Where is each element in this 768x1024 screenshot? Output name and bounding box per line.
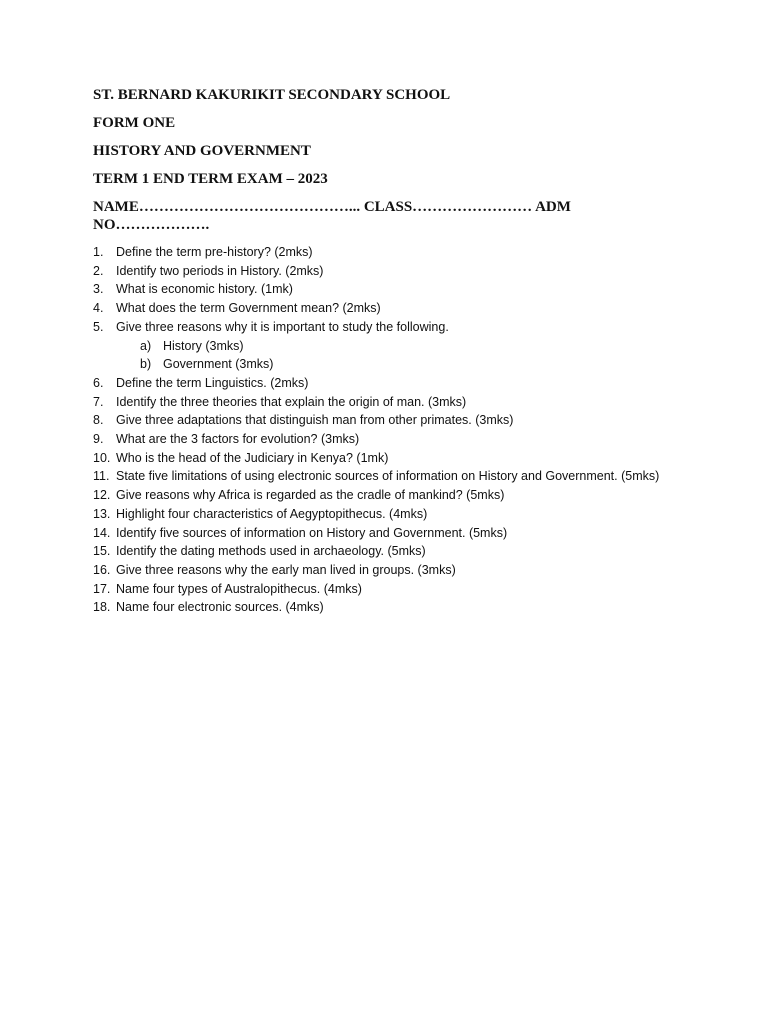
question-text: Define the term Linguistics. (2mks) (116, 375, 309, 390)
question-item (93, 430, 693, 449)
question-text: Define the term pre-history? (2mks) (116, 245, 313, 259)
question-item (93, 411, 693, 430)
sub-question-letter: b) (140, 357, 152, 372)
question-number: 13. (93, 506, 111, 521)
question-item (93, 393, 693, 412)
question-number: 18. (93, 600, 111, 615)
question-item (93, 374, 693, 393)
question-number: 12. (93, 488, 111, 503)
form-level: FORM ONE (93, 115, 176, 131)
question-text: Who is the head of the Judiciary in Kenya? (1mk) (116, 450, 389, 465)
question-item (93, 542, 693, 561)
question-item (93, 299, 693, 318)
question-text: Give reasons why Africa is regarded as the cradle of mankind? (5mks) (116, 488, 505, 503)
question-list (93, 243, 693, 617)
sub-question-item (93, 355, 693, 374)
question-item (93, 486, 693, 505)
question-item (93, 598, 693, 617)
question-text: Identify two periods in History. (2mks) (116, 263, 324, 278)
question-text: What does the term Government mean? (2mks) (116, 301, 381, 316)
question-text: Name four electronic sources. (4mks) (116, 600, 324, 615)
question-number: 6. (93, 375, 104, 390)
question-item (93, 243, 693, 262)
question-text: What are the 3 factors for evolution? (3mks) (116, 432, 360, 447)
question-item (93, 467, 693, 486)
sub-question-letter: a) (140, 338, 152, 353)
question-number: 14. (93, 525, 111, 540)
exam-title: TERM 1 END TERM EXAM – 2023 (93, 171, 328, 187)
question-number: 9. (93, 432, 104, 447)
question-number: 17. (93, 581, 111, 596)
question-item (93, 505, 693, 524)
question-text: State five limitations of using electronic sources of information on History and Government. (5mks) (116, 469, 660, 484)
question-number: 2. (93, 263, 104, 278)
question-number: 5. (93, 319, 104, 334)
question-text: Identify the dating methods used in archaeology. (5mks) (116, 544, 426, 559)
question-number: 16. (93, 562, 111, 577)
question-item (93, 280, 693, 299)
question-item (93, 561, 693, 580)
question-text: Highlight four characteristics of Aegyptopithecus. (4mks) (116, 506, 428, 521)
school-name: ST. BERNARD KAKURIKIT SECONDARY SCHOOL (93, 87, 451, 103)
question-item (93, 318, 693, 337)
question-text: Identify five sources of information on History and Government. (5mks) (116, 525, 508, 540)
subject-title: HISTORY AND GOVERNMENT (93, 143, 311, 159)
question-item (93, 449, 693, 468)
sub-question-item (93, 337, 693, 356)
question-text: What is economic history. (1mk) (116, 282, 293, 297)
question-text: Give three reasons why the early man lived in groups. (3mks) (116, 562, 456, 577)
student-details-line: NAME……………………………………... CLASS…………………… ADM NO………………. (93, 199, 571, 233)
question-number: 1. (93, 245, 104, 259)
question-number: 15. (93, 544, 111, 559)
question-text: Name four types of Australopithecus. (4mks) (116, 581, 362, 596)
exam-header (93, 86, 693, 244)
question-number: 8. (93, 413, 104, 428)
question-text: Identify the three theories that explain the origin of man. (3mks) (116, 394, 467, 409)
question-number: 11. (93, 469, 110, 484)
question-item (93, 262, 693, 281)
sub-question-text: History (3mks) (163, 338, 244, 353)
question-number: 10. (93, 450, 111, 465)
question-number: 4. (93, 301, 104, 316)
sub-question-text: Government (3mks) (163, 357, 274, 372)
question-number: 7. (93, 394, 104, 409)
question-text: Give three adaptations that distinguish man from other primates. (3mks) (116, 413, 514, 428)
question-text: Give three reasons why it is important to study the following. (116, 319, 449, 334)
question-item (93, 580, 693, 599)
question-item (93, 524, 693, 543)
question-number: 3. (93, 282, 104, 297)
